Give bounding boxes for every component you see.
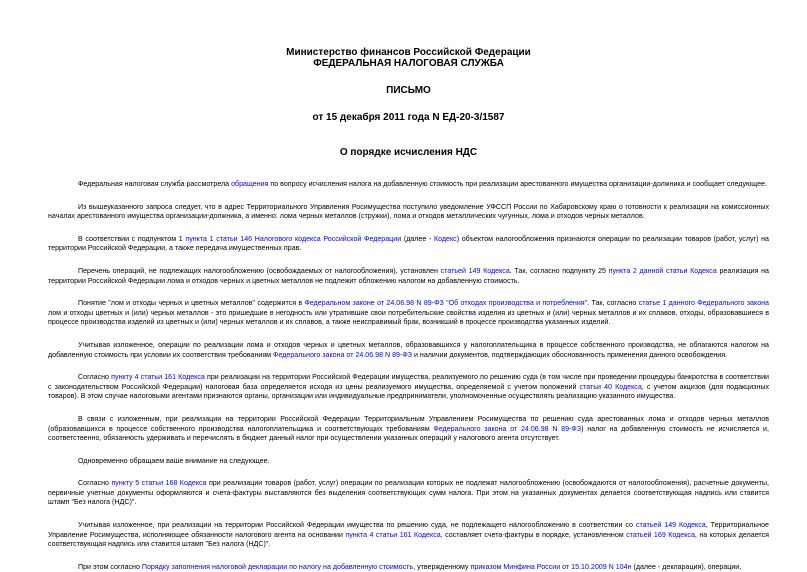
paragraph-text: Учитывая изложенное, операции по реализации лома и отходов черных и цветных металлов, образовавшихся у налогоплательщика в процессе собственного производства, не облагаются налогом на добавленную стоимость при условии их соответствия требованиям xyxy=(48,340,769,359)
document-link[interactable]: Федеральном законе от 24.06.98 N 89-ФЗ "Об отходах производства и потребления" xyxy=(304,299,588,308)
paragraph-text: и наличии документов, подтверждающих обоснованность применения данного освобождения. xyxy=(412,350,728,359)
paragraph-text: . Так, согласно подпункту 25 xyxy=(509,266,609,275)
paragraph-text: Перечень операций, не подлежащих налогообложению (освобождаемых от налогообложения), установлен xyxy=(78,266,441,275)
document-link[interactable]: статье 1 данного Федерального закона xyxy=(638,299,769,308)
paragraph-text: , составляет счета-фактуры в порядке, установленном xyxy=(440,530,627,539)
document-link[interactable]: приказом Минфина России от 15.10.2009 N 104н xyxy=(470,562,632,571)
paragraph-text: реализация на территории Российской Федерации лома и отходов черных и цветных металлов не подлежит обложению налогом на добавленную стоимость. xyxy=(48,266,769,285)
document-type: ПИСЬМО xyxy=(386,85,431,96)
document-link[interactable]: пункта 2 данной статьи Кодекса xyxy=(608,266,717,275)
paragraph-text: Из вышеуказанного запроса следует, что в адрес Территориального Управления Росимущества поступило уведомление УФССП России по Хабаровскому краю о готовности к реализации на комиссионных началах арестованного имущества организации-должника, а именно: лома черных металлов (стружки), лома и отходов металлических чугунных, лома и отходов черных металлов. xyxy=(48,202,769,221)
document-body xyxy=(48,180,769,572)
paragraph-text: Согласно xyxy=(78,479,112,488)
document-link[interactable]: статьей 149 Кодекса xyxy=(635,521,706,530)
paragraph-text: при реализации на территории Российской Федерации имущества, реализуемого по решению суда (в том числе при проведении процедуры банкротства в соответствии с законодательством Российской Федерации) налоговая база определяется исходя из цены реализуемого имущества, определяемой с учетом положений xyxy=(48,373,770,391)
paragraph-text: Согласно xyxy=(78,373,112,382)
paragraph-text: по вопросу исчисления налога на добавленную стоимость при реализации арестованного имущества организации-должника и сообщает следующее. xyxy=(268,180,767,188)
paragraph-text: (далее - декларация), операции, xyxy=(631,562,742,571)
paragraph-text: ) объектом налогообложения признаются операции по реализации товаров (работ, услуг) на территории Российской Федерации, а также передача имущественных прав. xyxy=(48,234,769,253)
paragraph-text: , Территориальное Управление Росимущества, исполняющее обязанности налогового агента на основании xyxy=(48,521,769,539)
paragraph-text: при реализации товаров (работ, услуг) операции по реализации которых не подлежат налогообложению (освобождаются от налогообложения), расчетные документы, первичные учетные документы оформляются и счета-фактуры выставляются без выделения соответствующих сумм налога. При этом на указанных документах делается соответствующая надпись или ставится штамп "Без налога (НДС)". xyxy=(48,479,770,507)
document-date-number: от 15 декабря 2011 года N ЕД-20-3/1587 xyxy=(312,112,505,123)
paragraph-text: Учитывая изложенное, при реализации на территории Российской Федерации имущества по решению суда, не подлежащего налогообложению в соответствии со xyxy=(78,521,636,530)
paragraph-text: . Так, согласно xyxy=(587,299,639,308)
paragraph xyxy=(48,373,769,402)
document-link[interactable]: Федерального закона от 24.06.98 N 89-ФЗ xyxy=(273,350,413,359)
paragraph-text: , утвержденному xyxy=(413,562,471,571)
paragraph-text: лом и отходы цветных и (или) черных металлов - это пришедшие в негодность или утратившие свои потребительские свойства изделия из цветных и (или) черных металлов и их сплавов, отходы, образовавшиеся в процессе производства изделий из цветных и (или) черных металлов и их сплавов, а также неисправимый брак, возникший в процессе производства указанных изделий. xyxy=(48,308,769,327)
paragraph-text: Понятие "лом и отходы черных и цветных металлов" содержится в xyxy=(78,299,305,308)
paragraph xyxy=(48,415,769,444)
document-link[interactable]: пункту 4 статьи 161 Кодекса xyxy=(111,373,205,382)
paragraph-text: , на которых делается соответствующая надпись или ставится штамп "Без налога (НДС)". xyxy=(48,530,769,549)
ministry-title: Министерство финансов Российской Федерации xyxy=(286,47,531,58)
paragraph xyxy=(48,299,769,328)
paragraph-text: В связи с изложенным, при реализации на территории Российской Федерации Территориальным Управлением Росимущества по решению суда арестованных лома и отходов черных металлов (образовавшихся в процессе собственного производства налогоплательщика и соответствующих требованиям xyxy=(48,414,769,433)
document-link[interactable]: пункта 1 статьи 146 Налогового кодекса Российской Федерации xyxy=(185,234,402,243)
paragraph xyxy=(48,341,769,360)
paragraph-text: Федеральная налоговая служба рассмотрела xyxy=(78,180,232,188)
document-header xyxy=(48,0,769,158)
document-link[interactable]: статьей 149 Кодекса xyxy=(440,266,510,275)
paragraph-text: ) налог на добавленную стоимость не исчисляется и, соответственно, обязанность удерживать и перечислять в бюджет данный налог при осуществлении указанных операций у налогового агента отсутствует. xyxy=(48,424,769,443)
paragraph xyxy=(48,267,769,286)
paragraph xyxy=(48,180,769,190)
document-link[interactable]: статьей 169 Кодекса xyxy=(626,530,695,539)
document-link[interactable]: обращения xyxy=(231,180,269,188)
paragraph-text: , с учетом акцизов (для подакцизных товаров). В этом случае налоговыми агентами признаются органы, организации или индивидуальные предприниматели, уполномоченные осуществлять реализацию указанного имущества. xyxy=(48,382,769,401)
paragraph-text: В соответствии с подпунктом 1 xyxy=(78,234,186,243)
document-link[interactable]: Федерального закона от 24.06.98 N 89-ФЗ xyxy=(433,424,582,433)
document-link[interactable]: статьи 40 Кодекса xyxy=(579,382,642,391)
document-link[interactable]: пункту 5 статьи 168 Кодекса xyxy=(111,479,207,488)
document-link[interactable]: пункта 4 статьи 161 Кодекса xyxy=(345,530,441,539)
paragraph xyxy=(48,521,769,550)
paragraph-text: Одновременно обращаем ваше внимание на следующее. xyxy=(78,456,270,465)
document-subject: О порядке исчисления НДС xyxy=(339,147,478,158)
document-link[interactable]: Кодекс xyxy=(433,234,457,243)
paragraph xyxy=(48,235,769,254)
paragraph xyxy=(48,457,769,467)
paragraph-text: При этом согласно xyxy=(78,562,142,571)
paragraph xyxy=(48,479,769,508)
paragraph xyxy=(48,203,769,222)
service-title: ФЕДЕРАЛЬНАЯ НАЛОГОВАЯ СЛУЖБА xyxy=(313,58,504,69)
paragraph-text: (далее - xyxy=(401,234,434,243)
document-link[interactable]: Порядку заполнения налоговой декларации по налогу на добавленную стоимость xyxy=(141,562,414,571)
